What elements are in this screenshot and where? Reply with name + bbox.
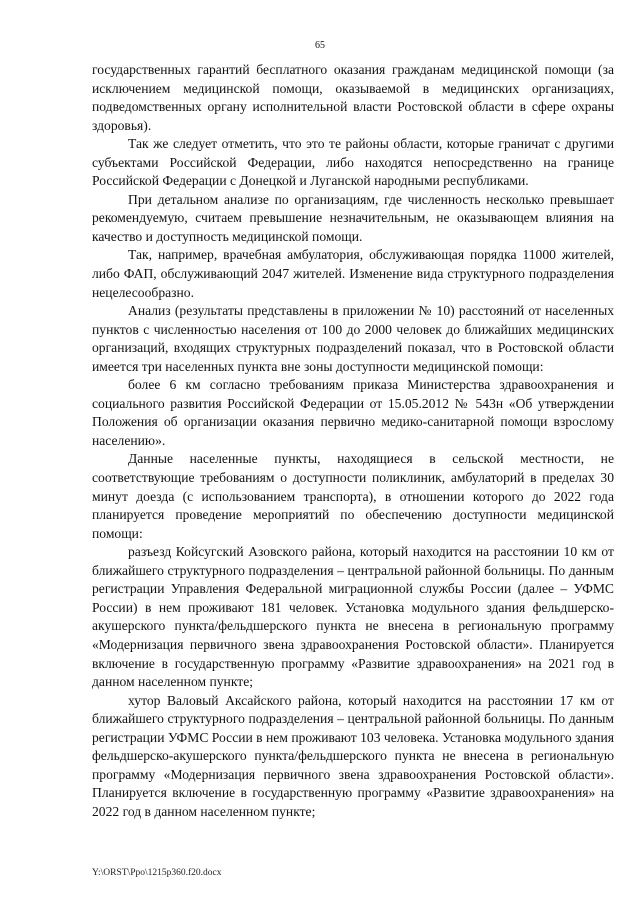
- paragraph-9: хутор Валовый Аксайского района, который находится на расстоянии 17 км от ближайшего структурного подразделения – центральной районной больницы. По данным регистрации УФМС России в нем проживают 103 человека. Установка модульного здания фельдшерско-акушерского пункта/фельдшерского пункта не внесена в региональную программу «Модернизация первичного звена здравоохранения Ростовской области». Планируется включение в государственную программу «Развитие здравоохранения» на 2022 год в данном населенном пункте;: [92, 692, 614, 819]
- page-number: 65: [315, 40, 325, 51]
- paragraph-7: Данные населенные пункты, находящиеся в сельской местности, не соответствующие требованиям о доступности поликлиник, амбулаторий в пределах 30 минут доезда (с использованием транспорта), в отношении которого до 2022 года планируется проведение мероприятий по обеспечению доступности медицинской помощи:: [92, 451, 614, 541]
- paragraph-1: государственных гарантий бесплатного оказания гражданам медицинской помощи (за исключением медицинской помощи, оказываемой в медицинских организациях, подведомственных органу исполнительной власти Ростовской области в сфере охраны здоровья).: [92, 62, 614, 133]
- document-body: [92, 61, 614, 821]
- paragraph-8: разъезд Койсугский Азовского района, который находится на расстоянии 10 км от ближайшего структурного подразделения – центральной районной больницы. По данным регистрации Управления Федеральной миграционной службы России (далее – УФМС России) в нем проживают 181 человек. Установка модульного здания фельдшерско-акушерского пункта/фельдшерского пункта не внесена в региональную программу «Модернизация первичного звена здравоохранения Ростовской области». Планируется включение в государственную программу «Развитие здравоохранения» на 2021 год в данном населенном пункте;: [92, 544, 614, 690]
- paragraph-2: Так же следует отметить, что это те районы области, которые граничат с другими субъектами Российской Федерации, либо находятся непосредственно на границе Российской Федерации с Донецкой и Луганской народными республиками.: [92, 136, 614, 189]
- paragraph-6: более 6 км согласно требованиям приказа Министерства здравоохранения и социального развития Российской Федерации от 15.05.2012 № 543н «Об утверждении Положения об организации оказания первично медико-санитарной помощи взрослому населению».: [92, 377, 614, 448]
- paragraph-4: Так, например, врачебная амбулатория, обслуживающая порядка 11000 жителей, либо ФАП, обслуживающий 2047 жителей. Изменение вида структурного подразделения нецелесообразно.: [92, 247, 614, 300]
- paragraph-3: При детальном анализе по организациям, где численность несколько превышает рекомендуемую, считаем превышение незначительным, не оказывающем влияния на качество и доступность медицинской помощи.: [92, 191, 614, 244]
- paragraph-5: Анализ (результаты представлены в приложении № 10) расстояний от населенных пунктов с численностью населения от 100 до 2000 человек до ближайших медицинских организаций, входящих структурных подразделений показал, что в Ростовской области имеется три населенных пункта вне зоны доступности медицинской помощи:: [92, 303, 614, 374]
- footer-file-path: Y:\ORST\Ppo\1215p360.f20.docx: [92, 868, 222, 878]
